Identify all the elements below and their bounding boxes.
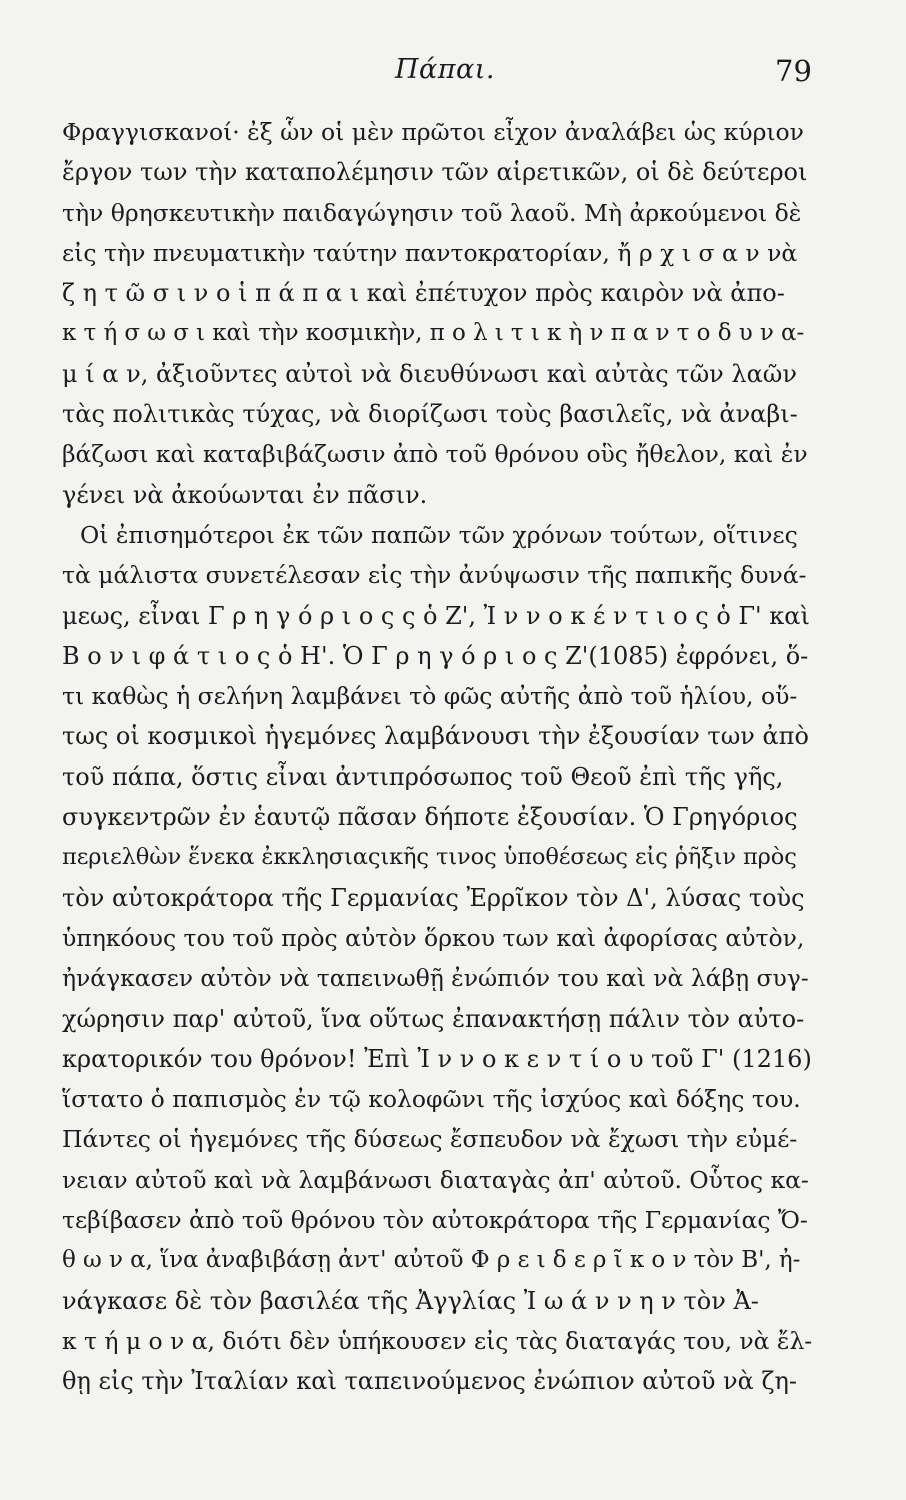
- text-line: ἠνάγκασεν αὐτὸν νὰ ταπεινωθῇ ἐνώπιόν του καὶ νὰ λάβῃ συγ-: [62, 964, 809, 993]
- text-line: τως οἱ κοσμικοὶ ἡγεμόνες λαμβάνουσι τὴν ἐξουσίαν των ἀπὸ: [62, 722, 809, 751]
- text-line: τι καθὼς ἡ σελήνη λαμβάνει τὸ φῶς αὐτῆς ἀπὸ τοῦ ἡλίου, οὕ-: [62, 682, 798, 711]
- text-line: νειαν αὐτοῦ καὶ νὰ λαμβάνωσι διαταγὰς ἀπ' αὐτοῦ. Οὗτος κα-: [62, 1165, 809, 1194]
- text-line: τοῦ πάπα, ὅστις εἶναι ἀντιπρόσωπος τοῦ Θεοῦ ἐπὶ τῆς γῆς,: [62, 762, 784, 791]
- text-line: τὸν αὐτοκράτορα τῆς Γερμανίας Ἐρρῖκον τὸν Δ', λύσας τοὺς: [62, 883, 805, 912]
- text-line: τεβίβασεν ἀπὸ τοῦ θρόνου τὸν αὐτοκράτορα τῆς Γερμανίας Ὄ-: [62, 1206, 808, 1235]
- text-line: εἰς τὴν πνευματικὴν ταύτην παντοκρατορίαν, ἤ ρ χ ι σ α ν νὰ: [62, 238, 798, 267]
- text-line: θ ω ν α, ἵνα ἀναβιβάσῃ ἀντ' αὐτοῦ Φ ρ ε ι δ ε ρ ῖ κ ο ν τὸν Β', ἠ-: [62, 1247, 801, 1274]
- text-line: τὰ μάλιστα συνετέλεσαν εἰς τὴν ἀνύψωσιν τῆς παπικῆς δυνά-: [62, 561, 807, 590]
- text-line: τὰς πολιτικὰς τύχας, νὰ διορίζωσι τοὺς βασιλεῖς, νὰ ἀναβι-: [62, 400, 798, 429]
- text-line: γένει νὰ ἀκούωνται ἐν πᾶσιν.: [62, 480, 428, 509]
- text-line: ὑπηκόους του τοῦ πρὸς αὐτὸν ὅρκου των καὶ ἀφορίσας αὐτὸν,: [62, 923, 805, 952]
- text-line: περιελθὼν ἕνεκα ἐκκλησιαςικῆς τινος ὑποθέσεως εἰς ῥῆξιν πρὸς: [62, 844, 797, 871]
- running-head: Πάπαι.: [395, 54, 495, 85]
- text-line: Οἱ ἐπισημότεροι ἐκ τῶν παπῶν τῶν χρόνων τούτων, οἵτινες: [80, 520, 798, 549]
- text-line: τὴν θρησκευτικὴν παιδαγώγησιν τοῦ λαοῦ. Μὴ ἀρκούμενοι δὲ: [62, 198, 802, 227]
- text-line: μ ί α ν, ἀξιοῦντες αὐτοὶ νὰ διευθύνωσι καὶ αὐτὰς τῶν λαῶν: [62, 359, 797, 388]
- text-line: κ τ ή μ ο ν α, διότι δὲν ὑπήκουσεν εἰς τὰς διαταγάς του, νὰ ἔλ-: [62, 1326, 813, 1355]
- text-line: Φραγγισκανοί· ἐξ ὧν οἱ μὲν πρῶτοι εἶχον ἀναλάβει ὡς κύριον: [62, 118, 804, 146]
- text-line: Β ο ν ι φ ά τ ι ο ς ὁ Η'. Ὁ Γ ρ η γ ό ρ ι ο ς Ζ'(1085) ἐφρόνει, ὅ-: [62, 641, 809, 670]
- text-line: μεως, εἶναι Γ ρ η γ ό ρ ι ο ς ς ὁ Ζ', Ἰ ν ν ο κ έ ν τ ι ο ς ὁ Γ' καὶ: [62, 601, 810, 630]
- text-line: ζ η τ ῶ σ ι ν ο ἱ π ά π α ι καὶ ἐπέτυχον πρὸς καιρὸν νὰ ἀπο-: [62, 279, 785, 308]
- text-line: βάζωσι καὶ καταβιβάζωσιν ἀπὸ τοῦ θρόνου οὓς ἤθελον, καὶ ἐν: [62, 440, 808, 469]
- text-line: νάγκασε δὲ τὸν βασιλέα τῆς Ἀγγλίας Ἰ ω ά ν ν η ν τὸν Ἀ-: [62, 1286, 759, 1315]
- text-line: ἔργον των τὴν καταπολέμησιν τῶν αἱρετικῶν, οἱ δὲ δεύτεροι: [62, 158, 808, 187]
- text-line: συγκεντρῶν ἐν ἑαυτῷ πᾶσαν δήποτε ἐξουσίαν. Ὁ Γρηγόριος: [62, 803, 798, 832]
- text-line: κρατορικόν του θρόνον! Ἐπὶ Ἰ ν ν ο κ ε ν τ ί ο υ τοῦ Γ' (1216): [62, 1044, 812, 1073]
- text-line: θῃ εἰς τὴν Ἰταλίαν καὶ ταπεινούμενος ἐνώπιον αὐτοῦ νὰ ζη-: [62, 1367, 797, 1396]
- text-line: κ τ ή σ ω σ ι καὶ τὴν κοσμικὴν, π ο λ ι τ ι κ ὴ ν π α ν τ ο δ υ ν α-: [62, 320, 805, 347]
- text-line: ἵστατο ὁ παπισμὸς ἐν τῷ κολοφῶνι τῆς ἰσχύος καὶ δόξης του.: [62, 1085, 801, 1114]
- page-number: 79: [775, 54, 812, 88]
- text-line: Πάντες οἱ ἡγεμόνες τῆς δύσεως ἔσπευδον νὰ ἔχωσι τὴν εὐμέ-: [62, 1125, 798, 1154]
- body-text: [62, 112, 812, 1402]
- text-line: χώρησιν παρ' αὐτοῦ, ἵνα οὕτως ἐπανακτήσῃ πάλιν τὸν αὐτο-: [62, 1004, 805, 1033]
